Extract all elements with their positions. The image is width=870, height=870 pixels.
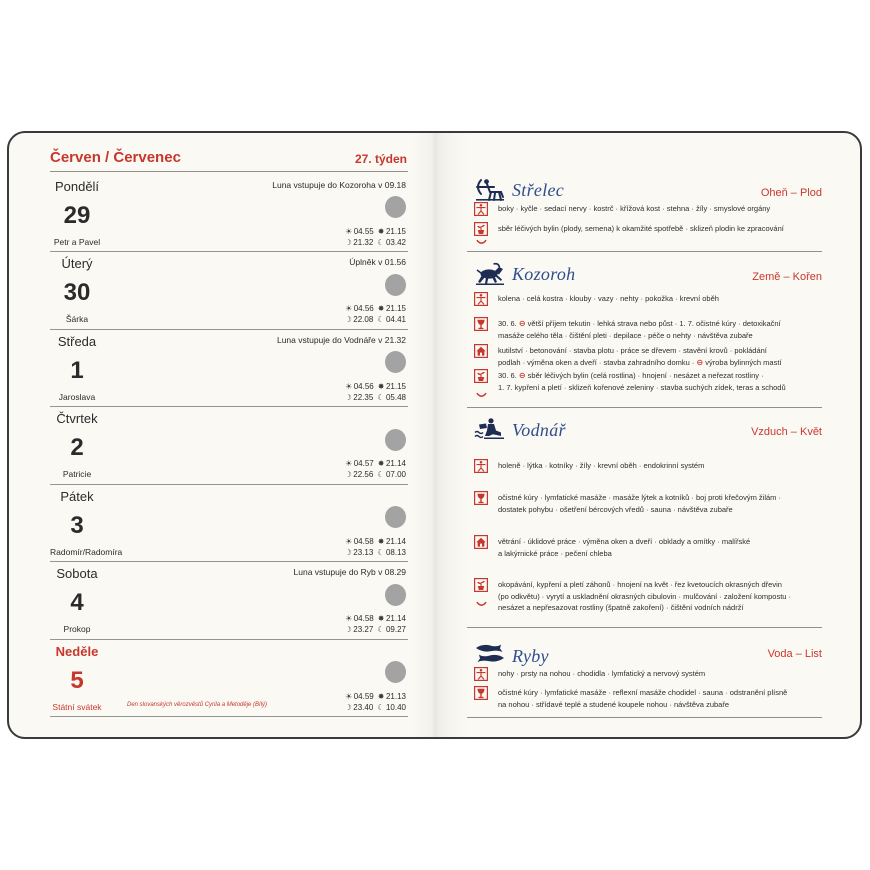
sunrise-time (345, 304, 374, 314)
garden-icon (474, 578, 488, 592)
moonrise-time (345, 703, 374, 713)
sunset-icon: ✸ (377, 226, 385, 236)
restriction-icon: ⊖ (518, 371, 526, 380)
sunrise-value: 04.56 (353, 381, 374, 391)
water-bearer-icon (474, 417, 506, 441)
moonset-value: 09.27 (385, 625, 406, 634)
activity-line: očistné kúry · lymfatické masáže · reflexní masáže chodidel · sauna · odstranění plísně (498, 688, 788, 697)
day-block (50, 175, 408, 253)
activity-text (498, 536, 750, 559)
day-block (50, 562, 408, 640)
moonset-value: 04.41 (385, 315, 406, 324)
sunset-time (378, 537, 406, 547)
moonrise-icon: ☽ (344, 392, 352, 402)
week-number: 27. týden (354, 152, 407, 166)
moon-times (345, 548, 406, 558)
moon-times (345, 703, 406, 713)
body-icon (474, 292, 488, 306)
activity-text (498, 345, 782, 368)
moonrise-time (345, 315, 374, 325)
activity-line: větrání · úklidové práce · výměna oken a dveří · obklady a omítky · malířské (498, 537, 751, 546)
sunrise-value: 04.57 (353, 459, 374, 468)
moon-times (345, 625, 406, 635)
page-header (50, 147, 408, 172)
garden-icon (474, 222, 488, 236)
moon-phase-icon (385, 274, 406, 296)
day-date: 30 (63, 279, 91, 306)
activity-row (474, 293, 824, 305)
activity-row (474, 223, 824, 235)
moonset-time (377, 238, 406, 248)
activity-text (498, 370, 786, 393)
sunset-icon: ✸ (377, 459, 385, 468)
moonset-icon: ☾ (377, 702, 385, 712)
moon-phase-icon (385, 506, 406, 528)
sunrise-time (345, 459, 374, 469)
body-icon (474, 202, 488, 216)
activity-row (474, 203, 824, 215)
activity-line: očistné kúry · lymfatické masáže · masáže lýtek a kotníků · boj proti křečovým žilám · (498, 493, 782, 502)
moon-phase-icon (385, 351, 406, 373)
treatment-icon (474, 686, 488, 700)
activity-line: masáže celého těla · čištění pleti · depilace · péče o nehty · návštěva zubaře (498, 330, 753, 340)
activity-line: nesázet a nepřesazovat rostliny (špatně zakoření) · čištění vodních nádrží (498, 603, 744, 612)
moonrise-value: 23.13 (353, 547, 374, 557)
sunset-icon: ✸ (377, 304, 385, 313)
house-icon (474, 535, 488, 549)
section-divider (467, 407, 822, 408)
activity-text (498, 460, 704, 472)
moonrise-time (345, 625, 374, 635)
moonrise-time (345, 238, 374, 248)
moonset-value: 08.13 (385, 547, 406, 557)
sunset-time (378, 382, 406, 392)
activity-row (474, 492, 824, 514)
moon-event: Luna vstupuje do Kozoroha v 09.18 (272, 179, 406, 190)
moonset-value: 10.40 (385, 702, 406, 712)
moonset-icon: ☾ (377, 625, 385, 634)
sunrise-time (345, 227, 374, 237)
moonset-time (377, 625, 406, 635)
activity-line: podlah · výměna oken a dveří · stavba zahradního domku · ⊖ výroba bylinných mastí (498, 357, 782, 367)
sunset-time (378, 614, 406, 624)
sun-times (345, 537, 406, 547)
day-block (50, 330, 408, 408)
sunset-value: 21.15 (385, 226, 406, 236)
day-name: Sobota (56, 566, 98, 581)
activity-row (474, 579, 824, 612)
moonset-time (377, 470, 406, 480)
activity-row (474, 687, 824, 709)
sunset-icon: ✸ (377, 691, 385, 701)
sunrise-icon: ☀ (345, 614, 353, 623)
moonset-time (377, 315, 406, 325)
day-date: 2 (70, 434, 84, 461)
sunset-value: 21.14 (385, 536, 406, 546)
garden-icon (474, 369, 488, 383)
activity-line: holeně · lýtka · kotníky · žíly · krevní oběh · endokrinní systém (498, 461, 705, 470)
month-title: Červen / Červenec (50, 149, 181, 166)
sunrise-icon: ☀ (345, 691, 353, 701)
activity-text (498, 687, 787, 710)
day-block (50, 252, 408, 330)
day-block (50, 640, 408, 718)
nameday: Jaroslava (58, 391, 96, 402)
sunrise-time (345, 614, 374, 624)
sunset-icon: ✸ (377, 381, 385, 391)
moonrise-value: 21.32 (353, 237, 374, 247)
section-divider (467, 717, 822, 718)
activity-line: nohy · prsty na nohou · chodidla · lymfatický a nervový systém (498, 669, 706, 678)
moon-times (345, 238, 406, 248)
sunset-value: 21.14 (385, 459, 406, 468)
moon-arc-icon (476, 601, 487, 607)
sunset-time (378, 304, 406, 314)
day-date: 3 (70, 511, 84, 539)
nameday: Patricie (62, 469, 92, 479)
moonset-icon: ☾ (377, 470, 385, 479)
sunrise-icon: ☀ (345, 226, 353, 236)
moon-arc-icon (476, 392, 487, 398)
moon-event: Luna vstupuje do Ryb v 08.29 (293, 567, 406, 577)
moonset-icon: ☾ (377, 392, 385, 402)
moonset-value: 03.42 (385, 237, 406, 247)
zodiac-element: Oheň – Plod (760, 187, 822, 199)
zodiac-element: Vzduch – Květ (751, 426, 822, 438)
sunset-value: 21.13 (385, 691, 406, 701)
activity-line: 30. 6. ⊖ sběr léčivých bylin (celá rostlina) · hnojení · nesázet a neřezat rostliny · (498, 371, 764, 380)
sun-times (345, 692, 406, 702)
activity-line: dostatek pohybu · ošetření bércových vředů · sauna · návštěva zubaře (498, 504, 733, 514)
sun-times (345, 382, 406, 392)
sunrise-value: 04.58 (353, 536, 374, 546)
day-name: Pátek (60, 488, 94, 504)
activity-text (498, 668, 705, 680)
activity-line: 30. 6. ⊖ větší příjem tekutin · lehká strava nebo půst · 1. 7. očistné kúry · detoxikační (498, 319, 781, 328)
moonrise-icon: ☽ (344, 470, 352, 479)
moonset-time (377, 703, 406, 713)
goat-icon (474, 262, 506, 286)
nameday: Prokop (63, 624, 91, 634)
day-name: Neděle (55, 643, 99, 659)
activity-text (498, 318, 781, 341)
activity-line: kolena · celá kostra · klouby · vazy · nehty · pokožka · krevní oběh (498, 294, 719, 303)
nameday: Radomír/Radomíra (50, 546, 123, 557)
moon-event: Luna vstupuje do Vodnáře v 21.32 (276, 334, 406, 345)
activity-line: 1. 7. kypření a pletí · sklizeň kořenové zeleniny · stavba suchých zídek, teras a schodů (498, 382, 786, 392)
sunrise-icon: ☀ (345, 536, 353, 546)
moonrise-icon: ☽ (344, 237, 352, 247)
moonrise-value: 23.27 (353, 625, 374, 634)
sunset-icon: ✸ (377, 536, 385, 546)
moon-times (345, 393, 406, 403)
sunset-icon: ✸ (377, 614, 385, 623)
moonset-icon: ☾ (377, 547, 385, 557)
moonset-value: 05.48 (385, 392, 406, 402)
moonset-time (377, 548, 406, 558)
moon-times (345, 315, 406, 325)
activity-row (474, 345, 824, 367)
sunset-value: 21.14 (385, 614, 406, 623)
moonrise-time (345, 548, 374, 558)
sunrise-icon: ☀ (345, 304, 353, 313)
body-icon (474, 667, 488, 681)
zodiac-element: Země – Kořen (752, 271, 822, 283)
moon-phase-icon (385, 429, 406, 451)
zodiac-name: Kozoroh (512, 264, 576, 284)
moonrise-value: 22.35 (353, 392, 374, 402)
zodiac-name: Ryby (512, 646, 549, 666)
activity-line: sběr léčivých bylin (plody, semena) k okamžité spotřebě · sklizeň plodin ke zpracování (498, 224, 784, 233)
activity-line: a lakýrnické práce · pečení chleba (498, 548, 612, 558)
moon-arc-icon (476, 239, 487, 245)
moon-phase-icon (385, 584, 406, 606)
sunrise-time (345, 692, 374, 702)
activity-row (474, 370, 824, 392)
archer-icon (474, 178, 506, 202)
moonset-value: 07.00 (385, 470, 406, 479)
moonrise-value: 22.08 (353, 315, 374, 324)
day-block (50, 485, 408, 563)
nameday: Petr a Pavel (53, 236, 101, 247)
moonrise-icon: ☽ (344, 315, 352, 324)
sunrise-icon: ☀ (345, 459, 353, 468)
activity-text (498, 492, 781, 515)
sunset-value: 21.15 (385, 381, 406, 391)
moonrise-value: 22.56 (353, 470, 374, 479)
sunrise-value: 04.58 (353, 614, 374, 623)
restriction-icon: ⊖ (696, 357, 704, 367)
activity-row (474, 460, 824, 472)
moonrise-time (345, 470, 374, 480)
day-name: Středa (57, 333, 97, 349)
moon-phase-icon (385, 196, 406, 218)
restriction-icon: ⊖ (518, 319, 526, 328)
sunrise-icon: ☀ (345, 381, 353, 391)
day-block (50, 407, 408, 485)
page-gutter (410, 133, 470, 737)
sun-times (345, 227, 406, 237)
activity-text (498, 223, 784, 235)
moonset-time (377, 393, 406, 403)
holiday-note: Den slovanských věrozvěstů Cyrila a Metoděje (Bílý) (127, 702, 268, 708)
sunrise-time (345, 537, 374, 547)
zodiac-name: Vodnář (512, 420, 566, 440)
day-name: Čtvrtek (56, 411, 98, 426)
moon-times (345, 470, 406, 480)
moonrise-icon: ☽ (344, 702, 352, 712)
moonset-icon: ☾ (377, 315, 385, 324)
day-date: 5 (70, 666, 84, 694)
activity-row (474, 668, 824, 680)
treatment-icon (474, 491, 488, 505)
activity-line: (po odkvětu) · vyrytí a uskladnění okrasných cibulovin · mulčování · založení kompostu · (498, 591, 792, 601)
activity-line: kutilství · betonování · stavba plotu · práce se dřevem · stavění krovů · pokládání (498, 346, 767, 355)
zodiac-name: Střelec (512, 180, 565, 200)
moonset-icon: ☾ (377, 237, 385, 247)
day-date: 29 (63, 201, 91, 229)
activity-row (474, 536, 824, 558)
fish-icon (474, 641, 506, 665)
treatment-icon (474, 317, 488, 331)
sun-times (345, 304, 406, 314)
section-divider (467, 251, 822, 252)
sunrise-value: 04.56 (353, 304, 374, 313)
body-icon (474, 459, 488, 473)
sunrise-time (345, 382, 374, 392)
sun-times (345, 614, 406, 624)
moonrise-time (345, 393, 374, 403)
zodiac-element: Voda – List (767, 648, 822, 660)
moonrise-value: 23.40 (353, 702, 374, 712)
activity-text (498, 293, 719, 305)
sunset-time (378, 692, 406, 702)
nameday: Šárka (65, 314, 89, 324)
moonrise-icon: ☽ (344, 625, 352, 634)
day-date: 1 (70, 356, 84, 384)
sun-times (345, 459, 406, 469)
day-name: Úterý (61, 256, 93, 271)
activity-line: okopávání, kypření a pletí záhonů · hnojení na květ · řez kvetoucích okrasných dřevin (498, 580, 782, 589)
sunrise-value: 04.55 (353, 226, 374, 236)
sunset-value: 21.15 (385, 304, 406, 313)
moon-phase-icon (385, 661, 406, 683)
activity-text (498, 203, 770, 215)
sunset-time (378, 227, 406, 237)
day-date: 4 (70, 589, 84, 616)
activity-line: na nohou · střídavé teplé a studené koupele nohou · návštěva zubaře (498, 699, 729, 709)
section-divider (467, 627, 822, 628)
moonrise-icon: ☽ (344, 547, 352, 557)
activity-text (498, 579, 791, 614)
activity-row (474, 318, 824, 340)
day-name: Pondělí (54, 178, 100, 194)
activity-line: boky · kyčle · sedací nervy · kostrč · křížová kost · stehna · žíly · smyslové orgány (498, 204, 771, 213)
house-icon (474, 344, 488, 358)
sunrise-value: 04.59 (353, 691, 374, 701)
moon-event: Úplněk v 01.56 (349, 257, 406, 267)
holiday-label: Státní svátek (52, 701, 102, 712)
sunset-time (378, 459, 406, 469)
